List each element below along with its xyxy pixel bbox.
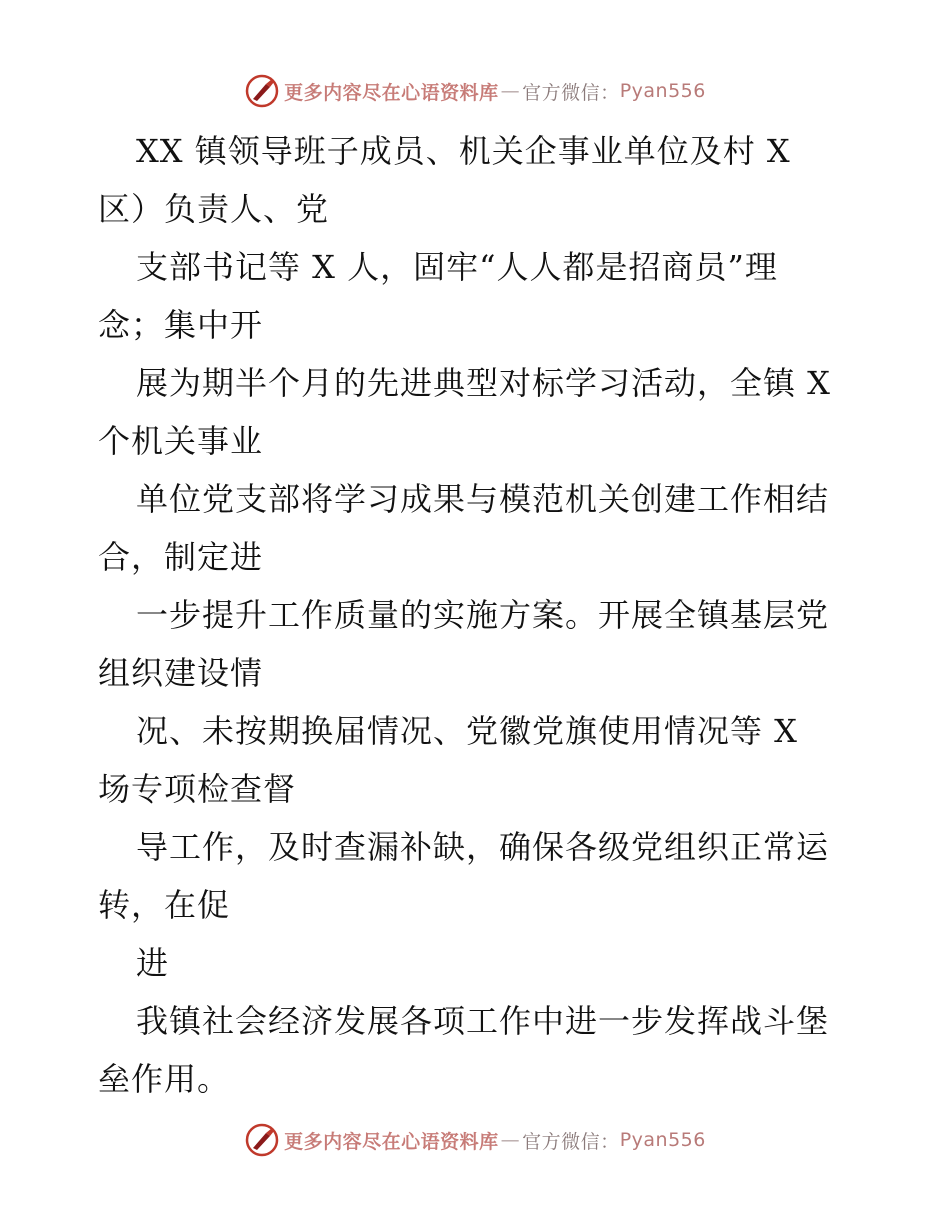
paragraph-line: 区）负责人、党 bbox=[98, 190, 330, 228]
paragraph-line: 况、未按期换届情况、党徽党旗使用情况等 X bbox=[136, 712, 798, 750]
paragraph-line: 垒作用。 bbox=[98, 1060, 231, 1098]
paragraph-line: 进 bbox=[136, 944, 170, 982]
paragraph-line: 念；集中开 bbox=[98, 306, 264, 344]
paragraph-line: 单位党支部将学习成果与模范机关创建工作相结 bbox=[136, 480, 830, 518]
document-body bbox=[98, 122, 858, 1108]
paragraph-line: 支部书记等 X 人，固牢“人人都是招商员”理 bbox=[136, 248, 778, 286]
banner-wechat-label: 官方微信： bbox=[522, 1130, 620, 1153]
paragraph-line: 个机关事业 bbox=[98, 422, 264, 460]
banner-wechat-label: 官方微信： bbox=[522, 81, 620, 104]
paragraph-line: 转，在促 bbox=[98, 886, 231, 924]
header-watermark-banner bbox=[0, 71, 950, 111]
banner-wechat-id: Pyan556 bbox=[619, 1129, 706, 1151]
banner-wechat-id: Pyan556 bbox=[619, 80, 706, 102]
paragraph-line: 合，制定进 bbox=[98, 538, 264, 576]
banner-separator: — bbox=[500, 80, 521, 102]
paragraph-line: 场专项检查督 bbox=[98, 770, 297, 808]
banner-text: 更多内容尽在心语资料库 bbox=[284, 1130, 499, 1153]
banner-text: 更多内容尽在心语资料库 bbox=[284, 81, 499, 104]
paragraph-line: 一步提升工作质量的实施方案。开展全镇基层党 bbox=[136, 596, 830, 634]
paragraph-line: 展为期半个月的先进典型对标学习活动，全镇 X bbox=[136, 364, 831, 402]
pen-logo-icon bbox=[244, 73, 280, 109]
paragraph-line: XX 镇领导班子成员、机关企事业单位及村 X bbox=[136, 132, 791, 170]
banner-separator: — bbox=[500, 1129, 521, 1151]
paragraph-line: 组织建设情 bbox=[98, 654, 264, 692]
paragraph-line: 导工作，及时查漏补缺，确保各级党组织正常运 bbox=[136, 828, 830, 866]
paragraph-line: 我镇社会经济发展各项工作中进一步发挥战斗堡 bbox=[136, 1002, 830, 1040]
footer-watermark-banner bbox=[0, 1120, 950, 1160]
pen-logo-icon bbox=[244, 1122, 280, 1158]
